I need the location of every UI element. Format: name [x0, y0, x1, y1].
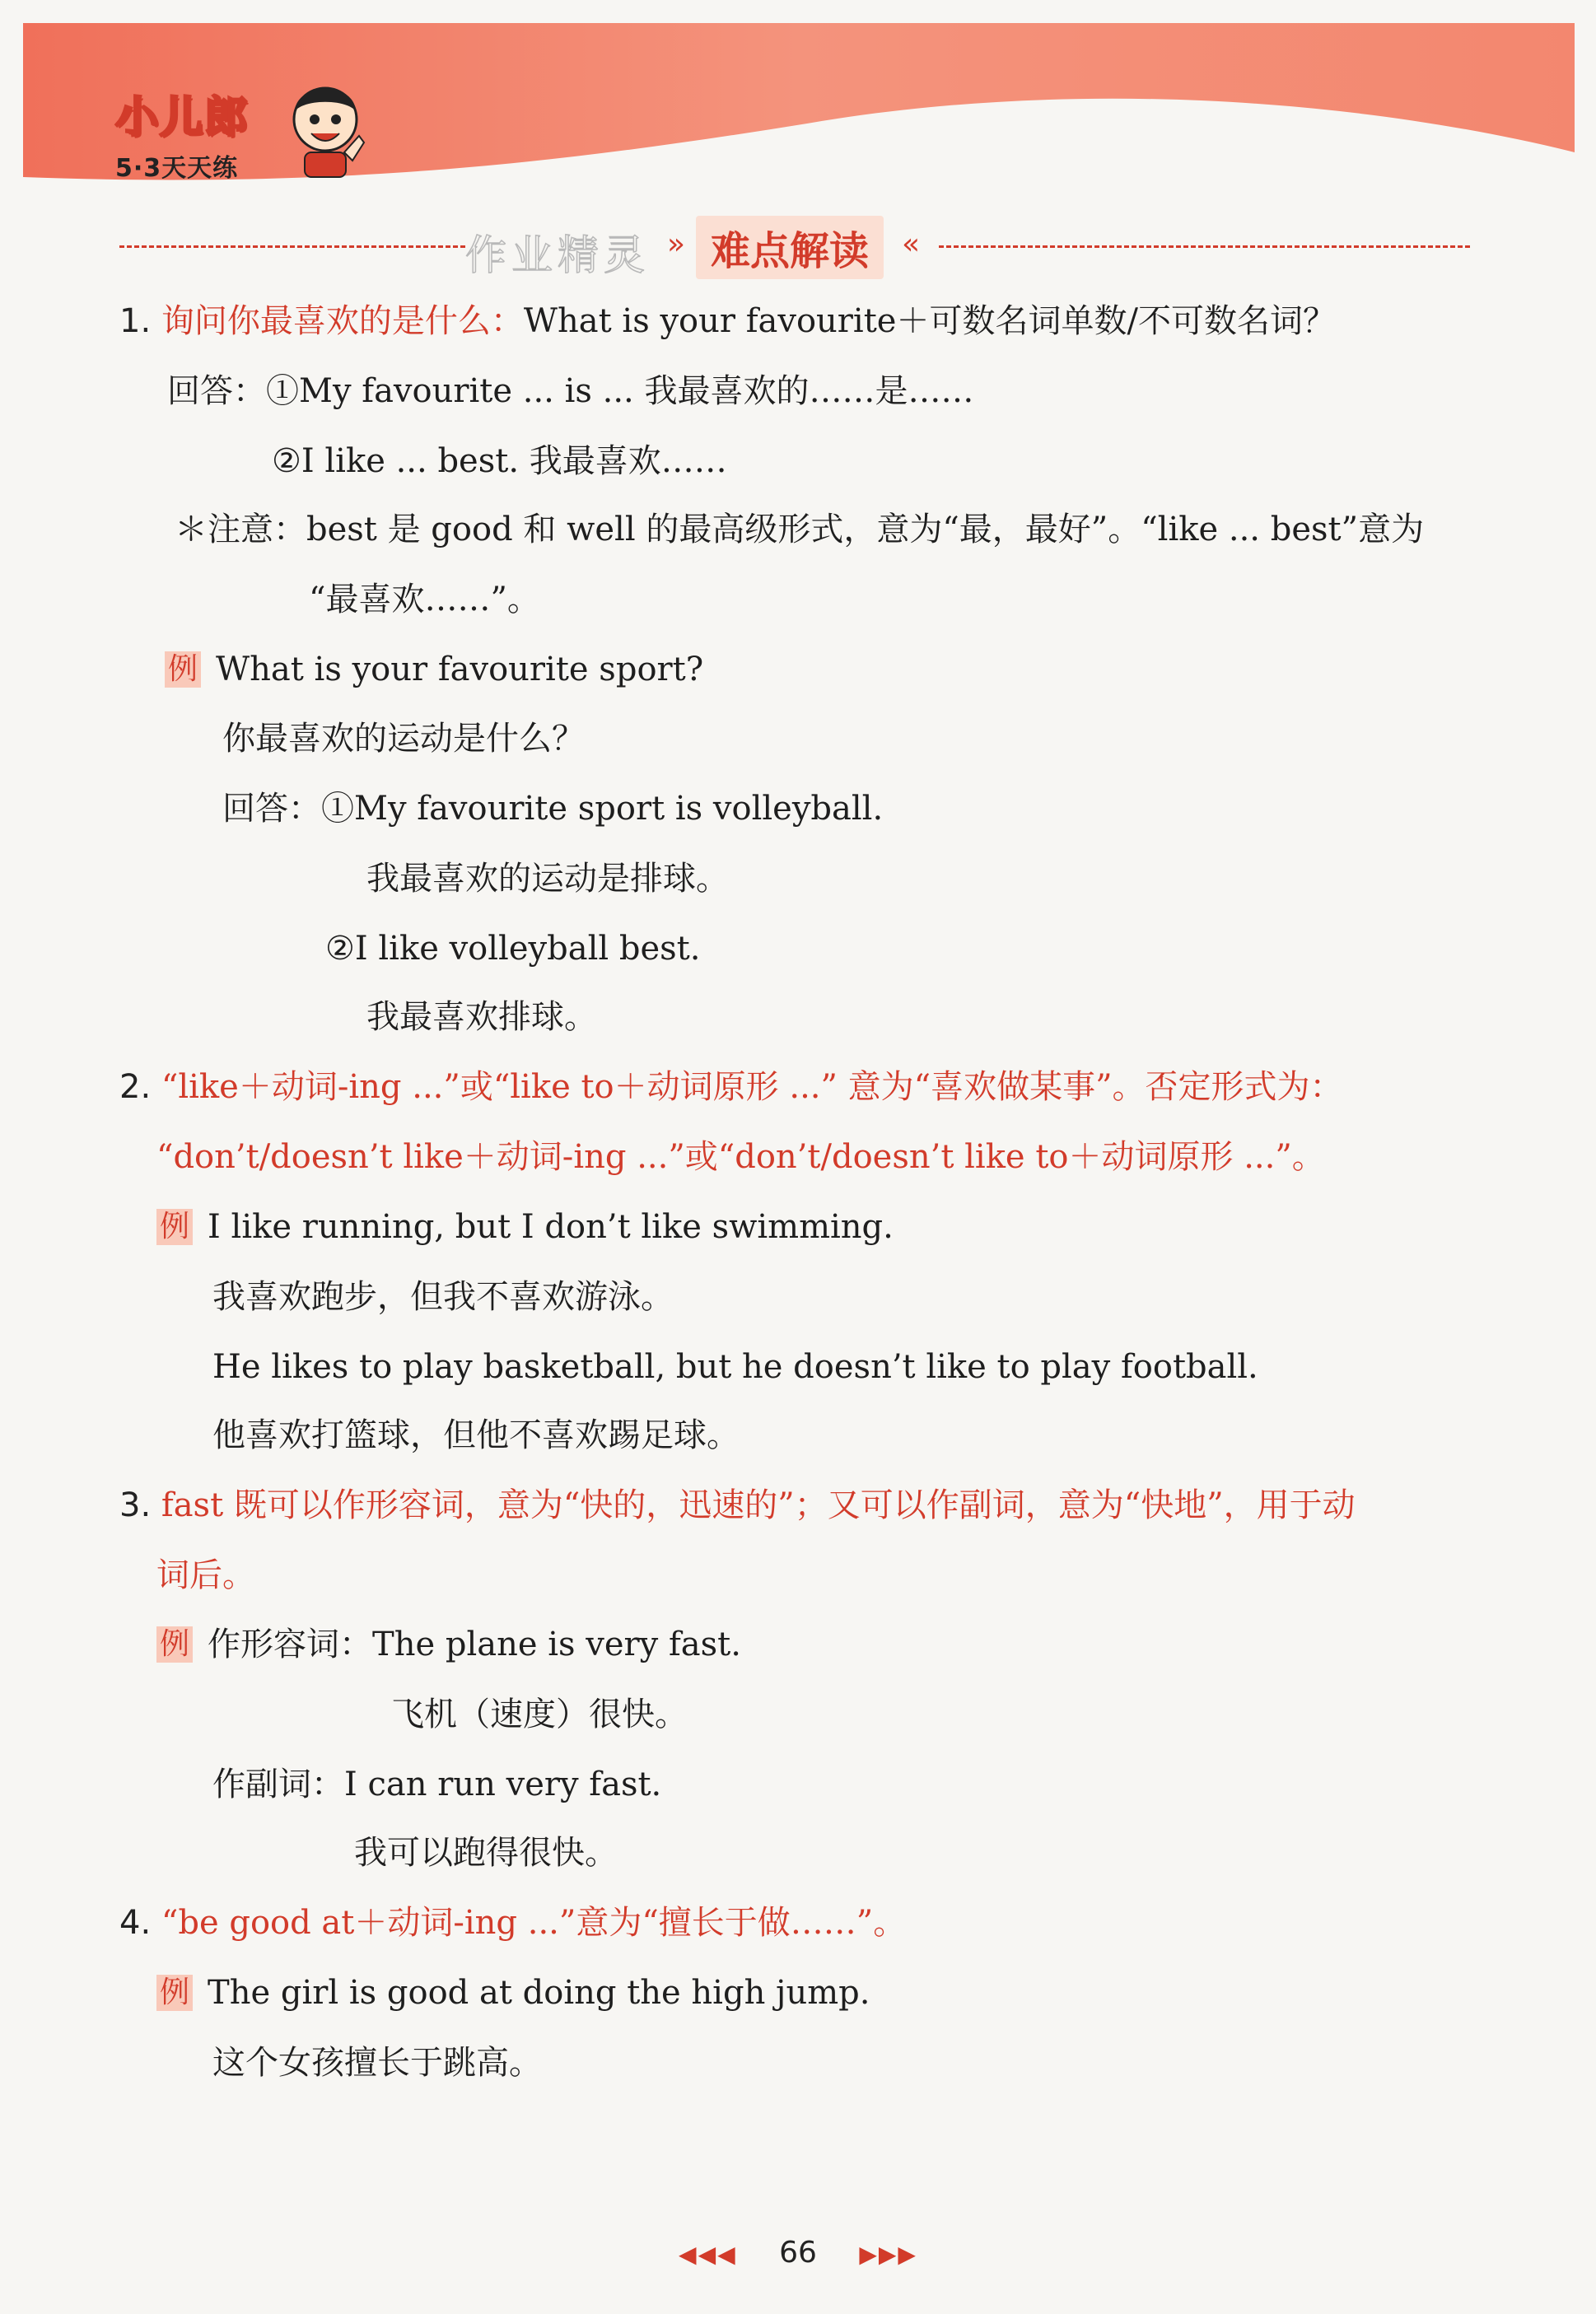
text-line: 我最喜欢的运动是排球。 — [366, 860, 729, 898]
divider-right — [939, 245, 1470, 248]
divider-left — [119, 245, 465, 248]
brand-logo — [115, 82, 249, 184]
example-text: I like running, but I don’t like swimming. — [208, 1208, 894, 1246]
point-heading-cont: 词后。 — [156, 1556, 255, 1594]
point-4 — [119, 1902, 906, 1943]
page-number: 66 — [779, 2236, 817, 2270]
chevron-right-icon: » — [667, 227, 686, 261]
text-line: 我可以跑得很快。 — [354, 1834, 618, 1872]
series-name: 5·3天天练 — [115, 154, 239, 183]
brand-name: 小儿郎 — [115, 93, 250, 142]
watermark: 作业精灵 — [465, 231, 650, 279]
section-title: 难点解读 — [696, 216, 884, 279]
point-number: 2. — [119, 1068, 152, 1106]
section-title-row — [119, 212, 1470, 278]
text-line: ②I like ... best. 我最喜欢…… — [272, 442, 727, 480]
example-line — [156, 1972, 870, 2013]
text-line: 作副词：I can run very fast. — [212, 1766, 662, 1803]
text-line: 我喜欢跑步，但我不喜欢游泳。 — [212, 1278, 674, 1316]
triangle-right-icon: ▶▶▶ — [859, 2241, 917, 2268]
example-text: What is your favourite sport? — [216, 651, 704, 688]
example-text: The girl is good at doing the high jump. — [208, 1974, 870, 2012]
text-line: ②I like volleyball best. — [325, 930, 701, 968]
text-line: 飞机（速度）很快。 — [391, 1696, 688, 1733]
point-heading: fast 既可以作形容词，意为“快的，迅速的”；又可以作副词，意为“快地”，用于动 — [161, 1486, 1356, 1524]
text-line: 这个女孩擅长于跳高。 — [212, 2044, 542, 2082]
point-1 — [119, 301, 1336, 342]
triangle-left-icon: ◀◀◀ — [679, 2241, 737, 2268]
point-heading-cont: “don’t/doesn’t like＋动词-ing ...”或“don’t/doesn’t like to＋动词原形 ...”。 — [156, 1138, 1325, 1176]
point-2 — [119, 1066, 1343, 1108]
page-footer — [0, 2236, 1596, 2270]
text-line: 他喜欢打篮球，但他不喜欢踢足球。 — [212, 1416, 740, 1454]
text-line: 回答：①My favourite sport is volleyball. — [222, 790, 884, 828]
text-line: 我最喜欢排球。 — [366, 998, 597, 1036]
note-line: ＊注意：best 是 good 和 well 的最高级形式，意为“最，最好”。“like ... best”意为 — [175, 511, 1425, 548]
point-text: What is your favourite＋可数名词单数/不可数名词？ — [523, 302, 1336, 340]
example-line — [156, 1624, 741, 1665]
text-line: 回答：①My favourite ... is ... 我最喜欢的……是…… — [167, 372, 974, 410]
mascot-icon — [280, 74, 371, 181]
point-heading: 询问你最喜欢的是什么： — [161, 302, 524, 340]
point-heading: “be good at＋动词-ing ...”意为“擅长于做……”。 — [161, 1904, 907, 1942]
point-heading: “like＋动词-ing ...”或“like to＋动词原形 ...” 意为“喜欢做某事”。否定形式为： — [161, 1068, 1343, 1106]
example-text: 作形容词：The plane is very fast. — [208, 1626, 741, 1663]
example-badge: 例 — [156, 1626, 193, 1663]
example-badge: 例 — [156, 1209, 193, 1245]
text-line: He likes to play basketball, but he doesn’t like to play football. — [212, 1348, 1258, 1386]
point-number: 4. — [119, 1904, 152, 1942]
example-badge: 例 — [156, 1975, 193, 2011]
point-3 — [119, 1485, 1356, 1526]
chevron-left-icon: « — [902, 227, 921, 261]
point-number: 3. — [119, 1486, 152, 1524]
note-line: “最喜欢……”。 — [309, 581, 540, 618]
example-line — [156, 1206, 894, 1248]
point-number: 1. — [119, 302, 152, 340]
text-line: 你最喜欢的运动是什么？ — [222, 720, 585, 758]
example-line — [165, 649, 703, 690]
example-badge: 例 — [165, 651, 201, 688]
